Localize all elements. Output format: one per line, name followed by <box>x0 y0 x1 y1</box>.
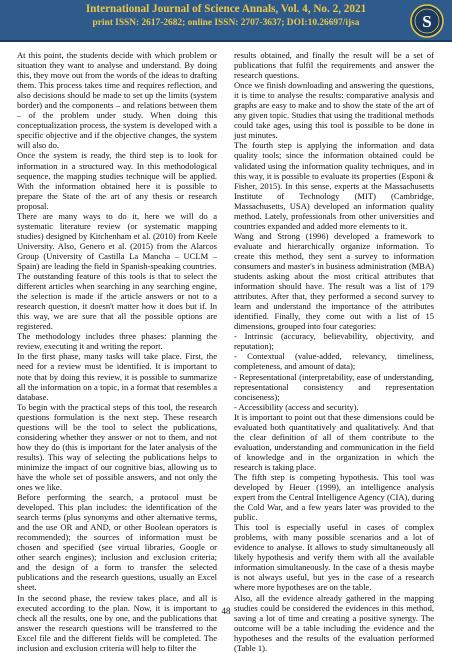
paragraph: Once the system is ready, the third step is to look for information in a structured way. In this methodological sequence, the mapping studies technique will be applied. With the information obtained here it is possible to prepare the State of the art of any thesis or research proposal. <box>17 150 217 211</box>
list-item: - Accessibility (access and security). <box>234 401 359 412</box>
list-item: - Contextual (value-added, relevancy, timeliness, completeness, and amount of data); <box>234 351 434 372</box>
page-number: 48 <box>221 606 231 616</box>
journal-title: International Journal of Science Annals, Vol. 4, No. 2, 2021 <box>85 3 367 15</box>
left-column <box>17 50 217 653</box>
paragraph: To begin with the practical steps of this tool, the research questions formulation is the next step. These research questions will be the tool to select the publications, considering whether they answer or not to them, and not how they do (this is important for the later analysis of the results). This way of selecting the publications helps to minimize the impact of our cognitive bias, allowing us to have the whole set of possible answers, and not only the ones we like. <box>17 401 217 493</box>
paragraph: Once we finish downloading and answering the questions, it is time to analyse the results: comparative analysis and graphs are easy to make and to show the state of the art of any given topic. Studies that using the traditional methods could take ages, using this tool is possible to be done in just minutes. <box>234 80 434 141</box>
paragraph: It is important to point out that these dimensions could be evaluated both quantitatively and qualitatively. And that the clear definition of all of them contribute to the evaluation, understanding and communication in the field of knowledge and in the organization in which the research is taking place. <box>234 411 434 472</box>
journal-logo-graphic <box>410 4 444 38</box>
list-item: - Intrinsic (accuracy, believability, objectivity, and reputation); <box>234 331 434 352</box>
paragraph: In the second phase, the review takes place, and all is executed according to the plan. Now, it is important to check all the results, one by one, and the publications that answer the research questions will be transferred to the Excel file and the different fields will be completed. The inclusion and exclusion criteria will help to filter the <box>17 592 217 653</box>
paragraph: In the first phase, many tasks will take place. First, the need for a review must be identified. It is important to note that by doing this review, it is possible to summarize all the information on a topic, in a format that resembles a database. <box>17 351 217 402</box>
journal-logo-icon <box>410 4 444 38</box>
journal-header <box>0 0 452 42</box>
paragraph: At this point, the students decide with which problem or situation they want to analyse and understand. By doing this, they move out from the words of the ideas to drafting them. This process takes time and requires reflection, and also decisions should be made to set up the limits (system border) and the components – and relations between them – of the problem under study. When doing this conceptualization process, the system is developed with a specific objective and if the objective changes, the system will also do. <box>17 50 217 151</box>
paragraph: Also, all the evidence already gathered in the mapping studies could be considered the evidences in this method, saving a lot of time and creating a positive synergy. The outcome will be a table including the evidence and the hypotheses and the results of the evaluation performed (Table 1). <box>234 592 434 653</box>
logo-letter: S <box>422 12 432 31</box>
paragraph: This tool is especially useful in cases of complex problems, with many possible scenarios and a lot of evidence to analyse. It allows to study simultaneously all likely hypothesis and verify them with all the available information simultaneously. In the case of a thesis maybe is not always useful, but yes in the case of a research where more hypotheses are on the table. <box>234 522 434 593</box>
paragraph: The methodology includes three phases: planning the review, executing it and writing the report. <box>17 331 217 352</box>
paragraph: The fifth step is competing hypothesis. This tool was developed by Heuer (1999), an intelligence analysis expert from the Central Intelligence Agency (CIA), during the Cold War, and a few years later was provided to the public. <box>234 471 434 523</box>
paragraph: The outstanding feature of this tools is that to select the different articles when searching in any searching engine, the selection is made if the article answers or not to a research question, it doesn't matter how it does but if. In this way, we are sure that all the possible options are registered. <box>17 271 217 332</box>
paragraph: results obtained, and finally the result will be a set of publications that fulfil the requirements and answer the research questions. <box>234 50 434 81</box>
paragraph: Wang and Strong (1996) developed a framework to evaluate and hierarchically organize information. To create this method, they sent a survey to information consumers and master's in business administration (MBA) students asking about the most critical attributes that information should have. The result was a list of 179 attributes. After that, they performed a second survey to learn and understand the importance of the attributes identified. Finally, they come out with a list of 15 dimensions, grouped into four categories: <box>234 230 434 332</box>
paragraph: There are many ways to do it, here we will do a systematic literature review (or systematic mapping studies) designed by Kitchenham et al. (2010) from Keele University. Also, Genero et al. (2015) from the Alarcos Group (University of Castilla La Mancha – UCLM – Spain) are leading the field in Spanish-speaking countries. <box>17 210 217 271</box>
list-item: - Representational (interpretability, ease of understanding, representational consistency and representation conciseness); <box>234 371 434 402</box>
issn-doi-line: print ISSN: 2617-2682; online ISSN: 2707-3637; DOI:10.26697/ijsa <box>92 18 360 28</box>
paragraph: Before performing the search, a protocol must be developed. This plan includes: the identification of the search terms (plus synonyms and other alternative terms, and the use OR and AND, or other Boolean operators is recommended); the sources of information must be chosen and specified (see virtual libraries, Google or other search engines); inclusion and exclusion criteria; and the design of a form to transfer the selected publications and the research questions, usually an Excel sheet. <box>17 492 217 593</box>
right-column <box>234 50 434 653</box>
paragraph: The fourth step is applying the information and data quality tools; since the information obtained could be validated using the information quality techniques, and in this way, it is possible to evaluate its properties (Esponi & Fisher, 2015). In this sense, experts at the Massachusetts Institute of Technology (MIT) (Cambridge, Massachusetts, USA) developed an information quality method. Lately, professionals from other universities and countries expanded and added more elements to it. <box>234 140 434 231</box>
